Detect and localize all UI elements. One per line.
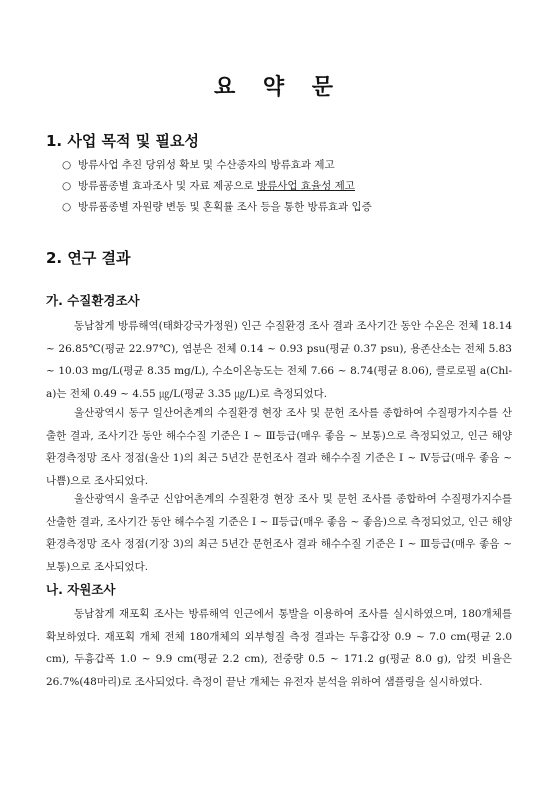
objective-text: 방류사업 추진 당위성 확보 및 수산종자의 방류효과 제고 [78,159,335,171]
objectives-list [62,155,532,218]
objective-underlined-text: 방류사업 효율성 제고 [256,180,355,192]
water-quality-paragraph: 울산광역시 동구 일산어촌계의 수질환경 현장 조사 및 문헌 조사를 종합하여 수질평가지수를 산출한 결과, 조사기간 동안 해수수질 기준은 Ⅰ ~ Ⅲ등급(매우 좋음 ~ 보통)으로 측정되었고, 인근 해양환경측정망 조사 정점(울산 1)의 최근 5년간 문헌조사 결과 해수수질 기준은 Ⅰ ~ Ⅳ등급(매우 좋음 ~ 나쁨)으로 조사되었다. [46,407,512,487]
water-quality-paragraph: 동남참게 방류해역(태화강국가정원) 인근 수질환경 조사 결과 조사기간 동안 수온은 전체 18.14 ~ 26.85℃(평균 22.97℃), 염분은 전체 0.14 ~ 0.93 psu(평균 0.37 psu), 용존산소는 전체 5.83 ~ 10.03 mg/L(평균 8.35 mg/L), 수소이온농도는 전체 7.66 ~ 8.74(평균 8.06), 클로로필 a(Chl-a)는 전체 0.49 ~ 4.55 ㎍/L(평균 3.35 ㎍/L)로 측정되었다. [46,320,512,400]
subsection-water-quality-heading: 가. 수질환경조사 [46,293,140,308]
objective-text: 방류품종별 효과조사 및 자료 제공으로 [78,180,257,192]
section-2-heading: 2. 연구 결과 [46,249,131,267]
subsection-resource-heading: 나. 자원조사 [46,582,116,597]
page-title: 요 약 문 [213,75,344,100]
circle-bullet-icon: ○ [62,201,72,213]
objective-text: 방류품종별 자원량 변동 및 혼획률 조사 등을 통한 방류효과 입증 [78,201,372,213]
objective-item [62,197,532,218]
section-1-heading: 1. 사업 목적 및 필요성 [46,132,199,150]
objective-item [62,155,532,176]
objective-item [62,176,532,197]
water-quality-paragraph: 울산광역시 울주군 신암어촌계의 수질환경 현장 조사 및 문헌 조사를 종합하여 수질평가지수를 산출한 결과, 조사기간 동안 해수수질 기준은 Ⅰ ~ Ⅱ등급(매우 좋음 ~ 좋음)으로 측정되었고, 인근 해양환경측정망 조사 정점(기장 3)의 최근 5년간 문헌조사 결과 해수수질 기준은 Ⅰ ~ Ⅲ등급(매우 좋음 ~ 보통)으로 조사되었다. [46,493,512,573]
circle-bullet-icon: ○ [62,180,72,192]
circle-bullet-icon: ○ [62,159,72,171]
resource-paragraph: 동남참게 재포획 조사는 방류해역 인근에서 통발을 이용하여 조사를 실시하였으며, 180개체를 확보하였다. 재포획 개체 전체 180개체의 외부형질 측정 결과는 두흉갑장 0.9 ~ 7.0 cm(평균 2.0 cm), 두흉갑폭 1.0 ~ 9.9 cm(평균 2.2 cm), 전중량 0.5 ~ 171.2 g(평균 8.0 g), 암컷 비율은 26.7%(48마리)로 조사되었다. 측정이 끝난 개체는 유전자 분석을 위하여 샘플링을 실시하였다. [46,608,512,688]
